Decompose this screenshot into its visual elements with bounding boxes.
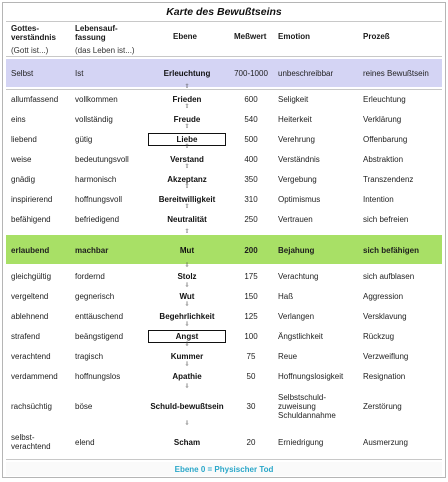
cell-gottesverstaendnis-text: weise [11, 154, 32, 164]
cell-ebene [139, 367, 235, 385]
table-row [3, 307, 445, 325]
cell-gottesverstaendnis [11, 390, 73, 422]
level-label: Mut [179, 245, 195, 255]
level-label: Freude [173, 114, 201, 124]
consciousness-map-table [2, 2, 446, 478]
header-prozess: Prozeß [363, 32, 390, 41]
cell-messwert-text: 700-1000 [234, 69, 268, 78]
cell-gottesverstaendnis [11, 307, 73, 325]
cell-emotion [278, 150, 362, 168]
cell-emotion-text: Hoffnungslosigkeit [278, 371, 344, 381]
cell-prozess [363, 287, 445, 305]
level-label: Bereitwilligkeit [158, 194, 216, 204]
subheader-gott-ist: (Gott ist...) [11, 46, 49, 55]
level-label: Apathie [172, 371, 202, 381]
level-label: Neutralität [167, 214, 207, 224]
cell-emotion [278, 110, 362, 128]
arrow-down-icon: ⇩ [184, 302, 190, 308]
cell-prozess [363, 170, 445, 188]
table-row [3, 426, 445, 458]
table-row [3, 150, 445, 168]
arrow-down-icon: ⇩ [184, 421, 190, 427]
cell-messwert-text: 500 [244, 134, 258, 144]
cell-emotion [278, 60, 362, 87]
level-label: Stolz [177, 271, 197, 281]
cell-emotion-text: Erniedrigung [278, 437, 324, 447]
cell-messwert-text: 175 [244, 271, 258, 281]
cell-emotion-text: Verständnis [278, 154, 320, 164]
arrow-up-icon: ⇧ [184, 104, 190, 110]
level-label: Kummer [170, 351, 204, 361]
cell-emotion [278, 90, 362, 108]
cell-gottesverstaendnis [11, 426, 73, 458]
cell-messwert [229, 236, 273, 264]
divider [6, 21, 442, 22]
cell-messwert [229, 327, 273, 345]
arrow-up-icon: ⇧ [184, 229, 190, 235]
cell-prozess [363, 60, 445, 87]
cell-prozess [363, 110, 445, 128]
cell-gottesverstaendnis [11, 367, 73, 385]
cell-lebensauffassung-text: vollkommen [75, 94, 118, 104]
cell-messwert [229, 307, 273, 325]
cell-emotion [278, 347, 362, 365]
cell-gottesverstaendnis [11, 130, 73, 148]
arrow-up-icon: ⇧ [184, 204, 190, 210]
cell-prozess-text: Versklavung [363, 311, 407, 321]
cell-emotion-text: unbeschreibbar [278, 69, 334, 78]
cell-messwert-text: 310 [244, 194, 258, 204]
cell-prozess [363, 367, 445, 385]
cell-emotion [278, 190, 362, 208]
cell-prozess-text: Zerstörung [363, 401, 402, 411]
cell-messwert [229, 347, 273, 365]
cell-ebene [139, 390, 235, 422]
cell-emotion-text: Ängstlichkeit [278, 331, 323, 341]
cell-lebensauffassung-text: Ist [75, 69, 84, 78]
cell-messwert-text: 350 [244, 174, 258, 184]
cell-gottesverstaendnis [11, 327, 73, 345]
cell-lebensauffassung-text: befriedigend [75, 214, 120, 224]
cell-emotion-text: Reue [278, 351, 298, 361]
cell-emotion [278, 210, 362, 228]
cell-lebensauffassung-text: hoffnungsvoll [75, 194, 122, 204]
cell-emotion-text: Selbstschuld-zuweisung Schuldannahme [278, 392, 336, 420]
arrow-up-icon: ⇧ [184, 124, 190, 130]
arrow-down-icon: ⇩ [184, 283, 190, 289]
arrow-down-icon: ⇩ [184, 384, 190, 390]
arrow-down-icon: ⇩ [184, 342, 190, 348]
arrow-down-icon: ⇩ [184, 263, 190, 269]
cell-gottesverstaendnis-text: strafend [11, 331, 40, 341]
cell-gottesverstaendnis-text: inspirierend [11, 194, 53, 204]
cell-gottesverstaendnis [11, 60, 73, 87]
cell-prozess [363, 347, 445, 365]
cell-lebensauffassung-text: enttäuschend [75, 311, 124, 321]
cell-messwert [229, 130, 273, 148]
cell-emotion [278, 170, 362, 188]
arrow-down-icon: ⇩ [184, 362, 190, 368]
cell-messwert [229, 60, 273, 87]
cell-messwert [229, 190, 273, 208]
cell-prozess-text: reines Bewußtsein [363, 69, 429, 78]
cell-gottesverstaendnis-text: selbst-verachtend [11, 433, 51, 451]
level-label: Akzeptanz [167, 174, 207, 184]
cell-gottesverstaendnis [11, 236, 73, 264]
cell-prozess [363, 327, 445, 345]
cell-emotion [278, 390, 362, 422]
cell-prozess [363, 267, 445, 285]
cell-lebensauffassung-text: elend [75, 437, 95, 447]
level-label: Verstand [170, 154, 204, 164]
cell-lebensauffassung-text: gegnerisch [75, 291, 115, 301]
cell-emotion-text: Verachtung [278, 271, 319, 281]
cell-prozess [363, 150, 445, 168]
cell-emotion-text: Vertrauen [278, 214, 313, 224]
cell-prozess-text: Erleuchtung [363, 94, 406, 104]
cell-messwert-text: 150 [244, 291, 258, 301]
cell-messwert-text: 100 [244, 331, 258, 341]
cell-lebensauffassung-text: beängstigend [75, 331, 124, 341]
cell-prozess [363, 210, 445, 228]
cell-messwert [229, 426, 273, 458]
cell-gottesverstaendnis [11, 267, 73, 285]
arrow-up-icon: ⇧ [184, 184, 190, 190]
level-label: Frieden [172, 94, 202, 104]
cell-emotion-text: Vergebung [278, 174, 317, 184]
cell-lebensauffassung-text: böse [75, 401, 93, 411]
header-emotion: Emotion [278, 32, 310, 41]
cell-gottesverstaendnis-text: erlaubend [11, 245, 50, 255]
cell-gottesverstaendnis [11, 347, 73, 365]
arrow-up-icon: ⇧ [184, 164, 190, 170]
cell-prozess [363, 307, 445, 325]
cell-messwert-text: 20 [246, 437, 256, 447]
header-gottesverstaendnis: Gottes- verständnis [11, 24, 56, 42]
table-row [3, 347, 445, 365]
cell-lebensauffassung-text: bedeutungsvoll [75, 154, 129, 164]
table-row [3, 327, 445, 345]
cell-ebene [139, 210, 235, 228]
table-row [3, 60, 445, 87]
cell-prozess [363, 90, 445, 108]
table-row [3, 170, 445, 188]
cell-messwert-text: 75 [246, 351, 256, 361]
cell-lebensauffassung-text: harmonisch [75, 174, 117, 184]
cell-prozess [363, 130, 445, 148]
table-row [3, 267, 445, 285]
cell-gottesverstaendnis-text: verachtend [11, 351, 51, 361]
cell-gottesverstaendnis-text: verdammend [11, 371, 58, 381]
cell-messwert [229, 267, 273, 285]
cell-messwert-text: 50 [246, 371, 256, 381]
cell-messwert [229, 150, 273, 168]
arrow-up-icon: ⇧ [184, 144, 190, 150]
cell-messwert-text: 540 [244, 114, 258, 124]
cell-messwert [229, 110, 273, 128]
cell-lebensauffassung-text: gütig [75, 134, 93, 144]
cell-gottesverstaendnis-text: befähigend [11, 214, 51, 224]
cell-emotion [278, 267, 362, 285]
cell-ebene [139, 60, 235, 87]
cell-emotion [278, 367, 362, 385]
subheader-das-leben-ist: (das Leben ist...) [75, 46, 135, 55]
cell-messwert-text: 30 [246, 401, 256, 411]
cell-emotion-text: Seligkeit [278, 94, 309, 104]
cell-messwert [229, 170, 273, 188]
footer-note: Ebene 0 = Physischer Tod [6, 462, 442, 476]
cell-gottesverstaendnis-text: allumfassend [11, 94, 59, 104]
cell-emotion-text: Bejahung [278, 245, 315, 255]
cell-gottesverstaendnis-text: rachsüchtig [11, 401, 52, 411]
cell-prozess [363, 426, 445, 458]
cell-prozess-text: sich befreien [363, 214, 409, 224]
cell-prozess-text: Ausmerzung [363, 437, 408, 447]
cell-emotion [278, 426, 362, 458]
cell-gottesverstaendnis [11, 150, 73, 168]
cell-emotion-text: Optimismus [278, 194, 321, 204]
cell-lebensauffassung-text: machbar [75, 245, 109, 255]
cell-messwert-text: 400 [244, 154, 258, 164]
arrow-up-icon: ⇧ [184, 84, 190, 90]
cell-messwert [229, 390, 273, 422]
cell-prozess-text: Abstraktion [363, 154, 404, 164]
arrow-down-icon: ⇩ [184, 322, 190, 328]
cell-prozess-text: Verzweiflung [363, 351, 409, 361]
divider [6, 56, 442, 57]
cell-prozess-text: Intention [363, 194, 394, 204]
table-row [3, 287, 445, 305]
cell-gottesverstaendnis-text: ablehnend [11, 311, 49, 321]
cell-emotion-text: Haß [278, 291, 294, 301]
cell-gottesverstaendnis-text: Selbst [11, 69, 34, 78]
cell-messwert [229, 90, 273, 108]
table-row [3, 210, 445, 228]
cell-gottesverstaendnis [11, 110, 73, 128]
cell-ebene [139, 426, 235, 458]
cell-gottesverstaendnis-text: gleichgültig [11, 271, 52, 281]
cell-gottesverstaendnis [11, 190, 73, 208]
cell-lebensauffassung-text: vollständig [75, 114, 113, 124]
level-label: Erleuchtung [163, 69, 211, 78]
cell-prozess [363, 236, 445, 264]
cell-emotion [278, 307, 362, 325]
cell-messwert-text: 600 [244, 94, 258, 104]
cell-emotion [278, 236, 362, 264]
cell-gottesverstaendnis [11, 170, 73, 188]
table-row [3, 130, 445, 148]
cell-prozess-text: Transzendenz [363, 174, 414, 184]
level-label: Wut [179, 291, 195, 301]
cell-gottesverstaendnis-text: gnädig [11, 174, 36, 184]
table-row [3, 190, 445, 208]
table-title: Karte des Bewußtseins [166, 6, 282, 18]
cell-messwert-text: 200 [244, 245, 258, 255]
table-row [3, 110, 445, 128]
cell-prozess-text: Offenbarung [363, 134, 408, 144]
cell-gottesverstaendnis [11, 90, 73, 108]
header-lebensauffassung: Lebensauf- fassung [75, 24, 118, 42]
cell-prozess-text: Resignation [363, 371, 406, 381]
cell-prozess [363, 390, 445, 422]
cell-lebensauffassung-text: fordernd [75, 271, 105, 281]
cell-prozess-text: Aggression [363, 291, 404, 301]
cell-prozess-text: sich befähigen [363, 245, 420, 255]
cell-emotion-text: Verehrung [278, 134, 315, 144]
level-label: Scham [173, 437, 201, 447]
table-row [3, 236, 445, 264]
cell-prozess-text: Verklärung [363, 114, 402, 124]
cell-emotion [278, 130, 362, 148]
cell-messwert [229, 287, 273, 305]
cell-messwert-text: 250 [244, 214, 258, 224]
cell-prozess-text: Rückzug [363, 331, 395, 341]
table-row [3, 390, 445, 422]
cell-ebene [139, 236, 235, 264]
cell-prozess-text: sich aufblasen [363, 271, 415, 281]
table-row [3, 90, 445, 108]
cell-prozess [363, 190, 445, 208]
header-ebene: Ebene [173, 32, 198, 41]
cell-lebensauffassung-text: tragisch [75, 351, 104, 361]
cell-emotion-text: Heiterkeit [278, 114, 312, 124]
cell-emotion-text: Verlangen [278, 311, 315, 321]
cell-emotion [278, 287, 362, 305]
cell-gottesverstaendnis-text: eins [11, 114, 26, 124]
header-messwert: Meßwert [234, 32, 267, 41]
cell-gottesverstaendnis-text: liebend [11, 134, 37, 144]
cell-messwert-text: 125 [244, 311, 258, 321]
cell-gottesverstaendnis [11, 287, 73, 305]
cell-messwert [229, 210, 273, 228]
cell-gottesverstaendnis [11, 210, 73, 228]
divider [6, 459, 442, 460]
level-label: Angst [148, 330, 226, 343]
table-row [3, 367, 445, 385]
cell-lebensauffassung-text: hoffnungslos [75, 371, 121, 381]
level-label: Liebe [148, 133, 226, 146]
level-label: Begehrlichkeit [159, 311, 215, 321]
cell-emotion [278, 327, 362, 345]
cell-gottesverstaendnis-text: vergeltend [11, 291, 49, 301]
level-label: Schuld-bewußtsein [150, 401, 224, 411]
cell-messwert [229, 367, 273, 385]
